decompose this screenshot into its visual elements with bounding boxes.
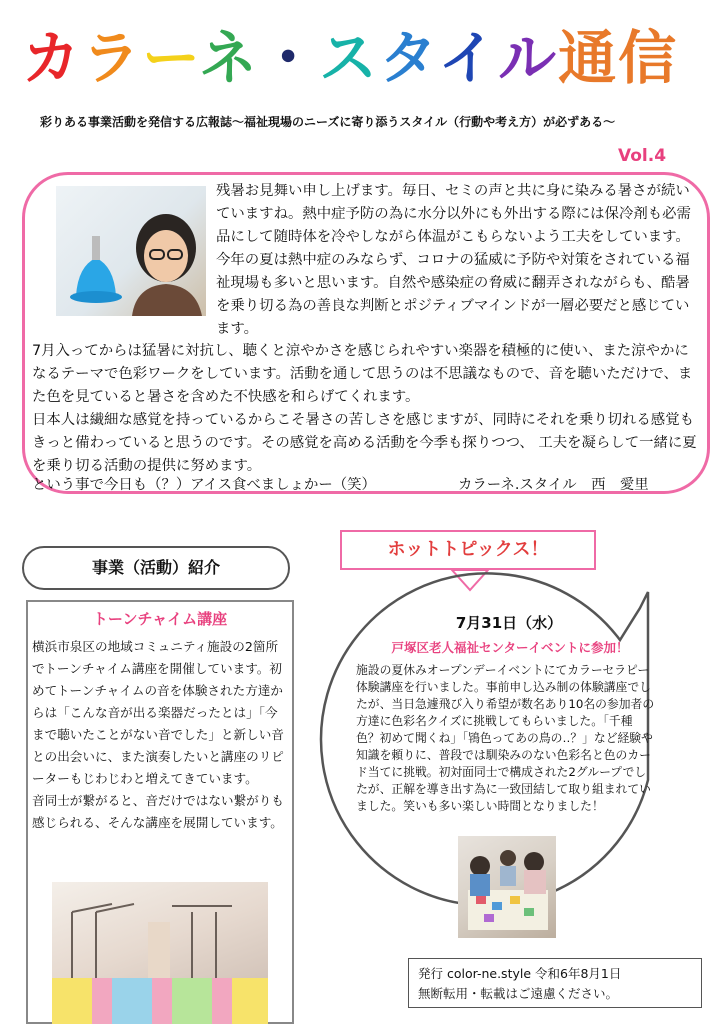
title-char: ル — [498, 24, 559, 92]
tone-chime-text-2: 音同士が繋がると、音だけではない繋がりも感じられる、そんな講座を展開しています。 — [32, 793, 284, 830]
intro-bottom-text-2: 日本人は繊細な感覚を持っているからこそ暑さの苦しさを感じますが、同時にそれを乗り切れる感覚もきっと備わっていると思うのです。その感覚を高める活動を今季も探りつつ、 工夫を凝らして一緒に夏を乗り切る活動の提供に努めます。 — [32, 412, 697, 474]
title-char: ス — [319, 24, 380, 92]
tone-chime-text-1: 横浜市泉区の地域コミュニティ施設の2箇所でトーンチャイム講座を開催しています。初めてトーンチャイムの音を体験された方達からは「こんな音が出る楽器だったとは」「今まで聴いたことがない音でした」と新しい音との出会いに、また演奏したいと講座のリピーターもじわじわと増えてきています。 — [32, 639, 284, 786]
subtitle: 彩りある事業活動を発信する広報誌～福祉現場のニーズに寄り添うスタイル（行動や考え方）が必ずある～ — [40, 115, 616, 129]
intro-bottom-text-1: 7月入ってからは猛暑に対抗し、聴くと涼やかさを感じられやすい楽器を積極的に使い、また涼やかになるテーマで色彩ワークをしています。活動を通して思うのは不思議なもので、音を聴いただけで、また色を見ていると暑さを含めた不快感を和らげてくれます。 — [32, 343, 693, 405]
footer-notice: 無断転用・転載はご遠慮ください。 — [418, 986, 619, 1001]
intro-top-paragraph: 残暑お見舞い申し上げます。毎日、セミの声と共に身に染みる暑さが続いていますね。熱中症予防の為に水分以外にも外出する際には保冷剤も必需品にして随時体を冷やしながら体温がこもらないよう工夫をしています。今年の夏は熱中症のみならず、コロナの猛威に予防や対策をされている福祉現場も多いと思います。自然や感染症の脅威に翻弄されながらも、酷暑を乗り切る為の善良な判断とポジティブマインドが一層必要だと感じています。 — [216, 183, 691, 337]
signature-text: という事で今日も（？）アイス食べましょかー（笑） — [32, 477, 376, 493]
event-photo — [458, 836, 556, 938]
title-char: ー — [142, 24, 200, 92]
portrait-photo — [56, 186, 206, 316]
business-heading: 事業（活動）紹介 — [22, 546, 290, 590]
title-char: イ — [438, 24, 499, 92]
title-char: カ — [22, 24, 83, 92]
title-char: ラ — [82, 24, 143, 92]
signature-author: カラーネ.スタイル 西 愛里 — [458, 477, 649, 493]
title-char: ネ — [199, 24, 260, 92]
tone-chime-title: トーンチャイム講座 — [92, 610, 228, 628]
topic-date: 7月31日（水） — [455, 614, 563, 632]
title-char: タ — [379, 24, 439, 92]
tone-chime-body — [32, 636, 290, 834]
tone-chime-photo — [52, 882, 268, 1024]
footer-publisher: 発行 color-ne.style 令和6年8月1日 — [418, 966, 622, 981]
signature-line — [32, 474, 700, 497]
intro-bottom-paragraph — [32, 340, 700, 478]
volume-label: Vol.4 — [618, 146, 667, 166]
title-char: 通信 — [558, 24, 679, 92]
hot-topics-banner: ホットトピックス！ — [340, 530, 596, 570]
title-char: ・ — [259, 24, 320, 92]
topic-body: 施設の夏休みオープンデーイベントにてカラーセラピー体験講座を行いました。事前申し込み制の体験講座でしたが、当日急遽飛び入り希望が数名あり10名の参加者の方達に色彩名クイズに挑戦してもらいました。「千種色？初めて聞くね」「鴇色ってあの鳥の‥？」など経験や知識を頼りに、普段では馴染みのない色彩名と色のカード当てに挑戦。初対面同士で構成された2グループでしたが、正解を導き出す為に一致団結して取り組まれていました。笑いも多い楽しい時間となりました！ — [356, 663, 655, 813]
topic-event-title: 戸塚区老人福祉センターイベントに参加！ — [391, 640, 629, 655]
